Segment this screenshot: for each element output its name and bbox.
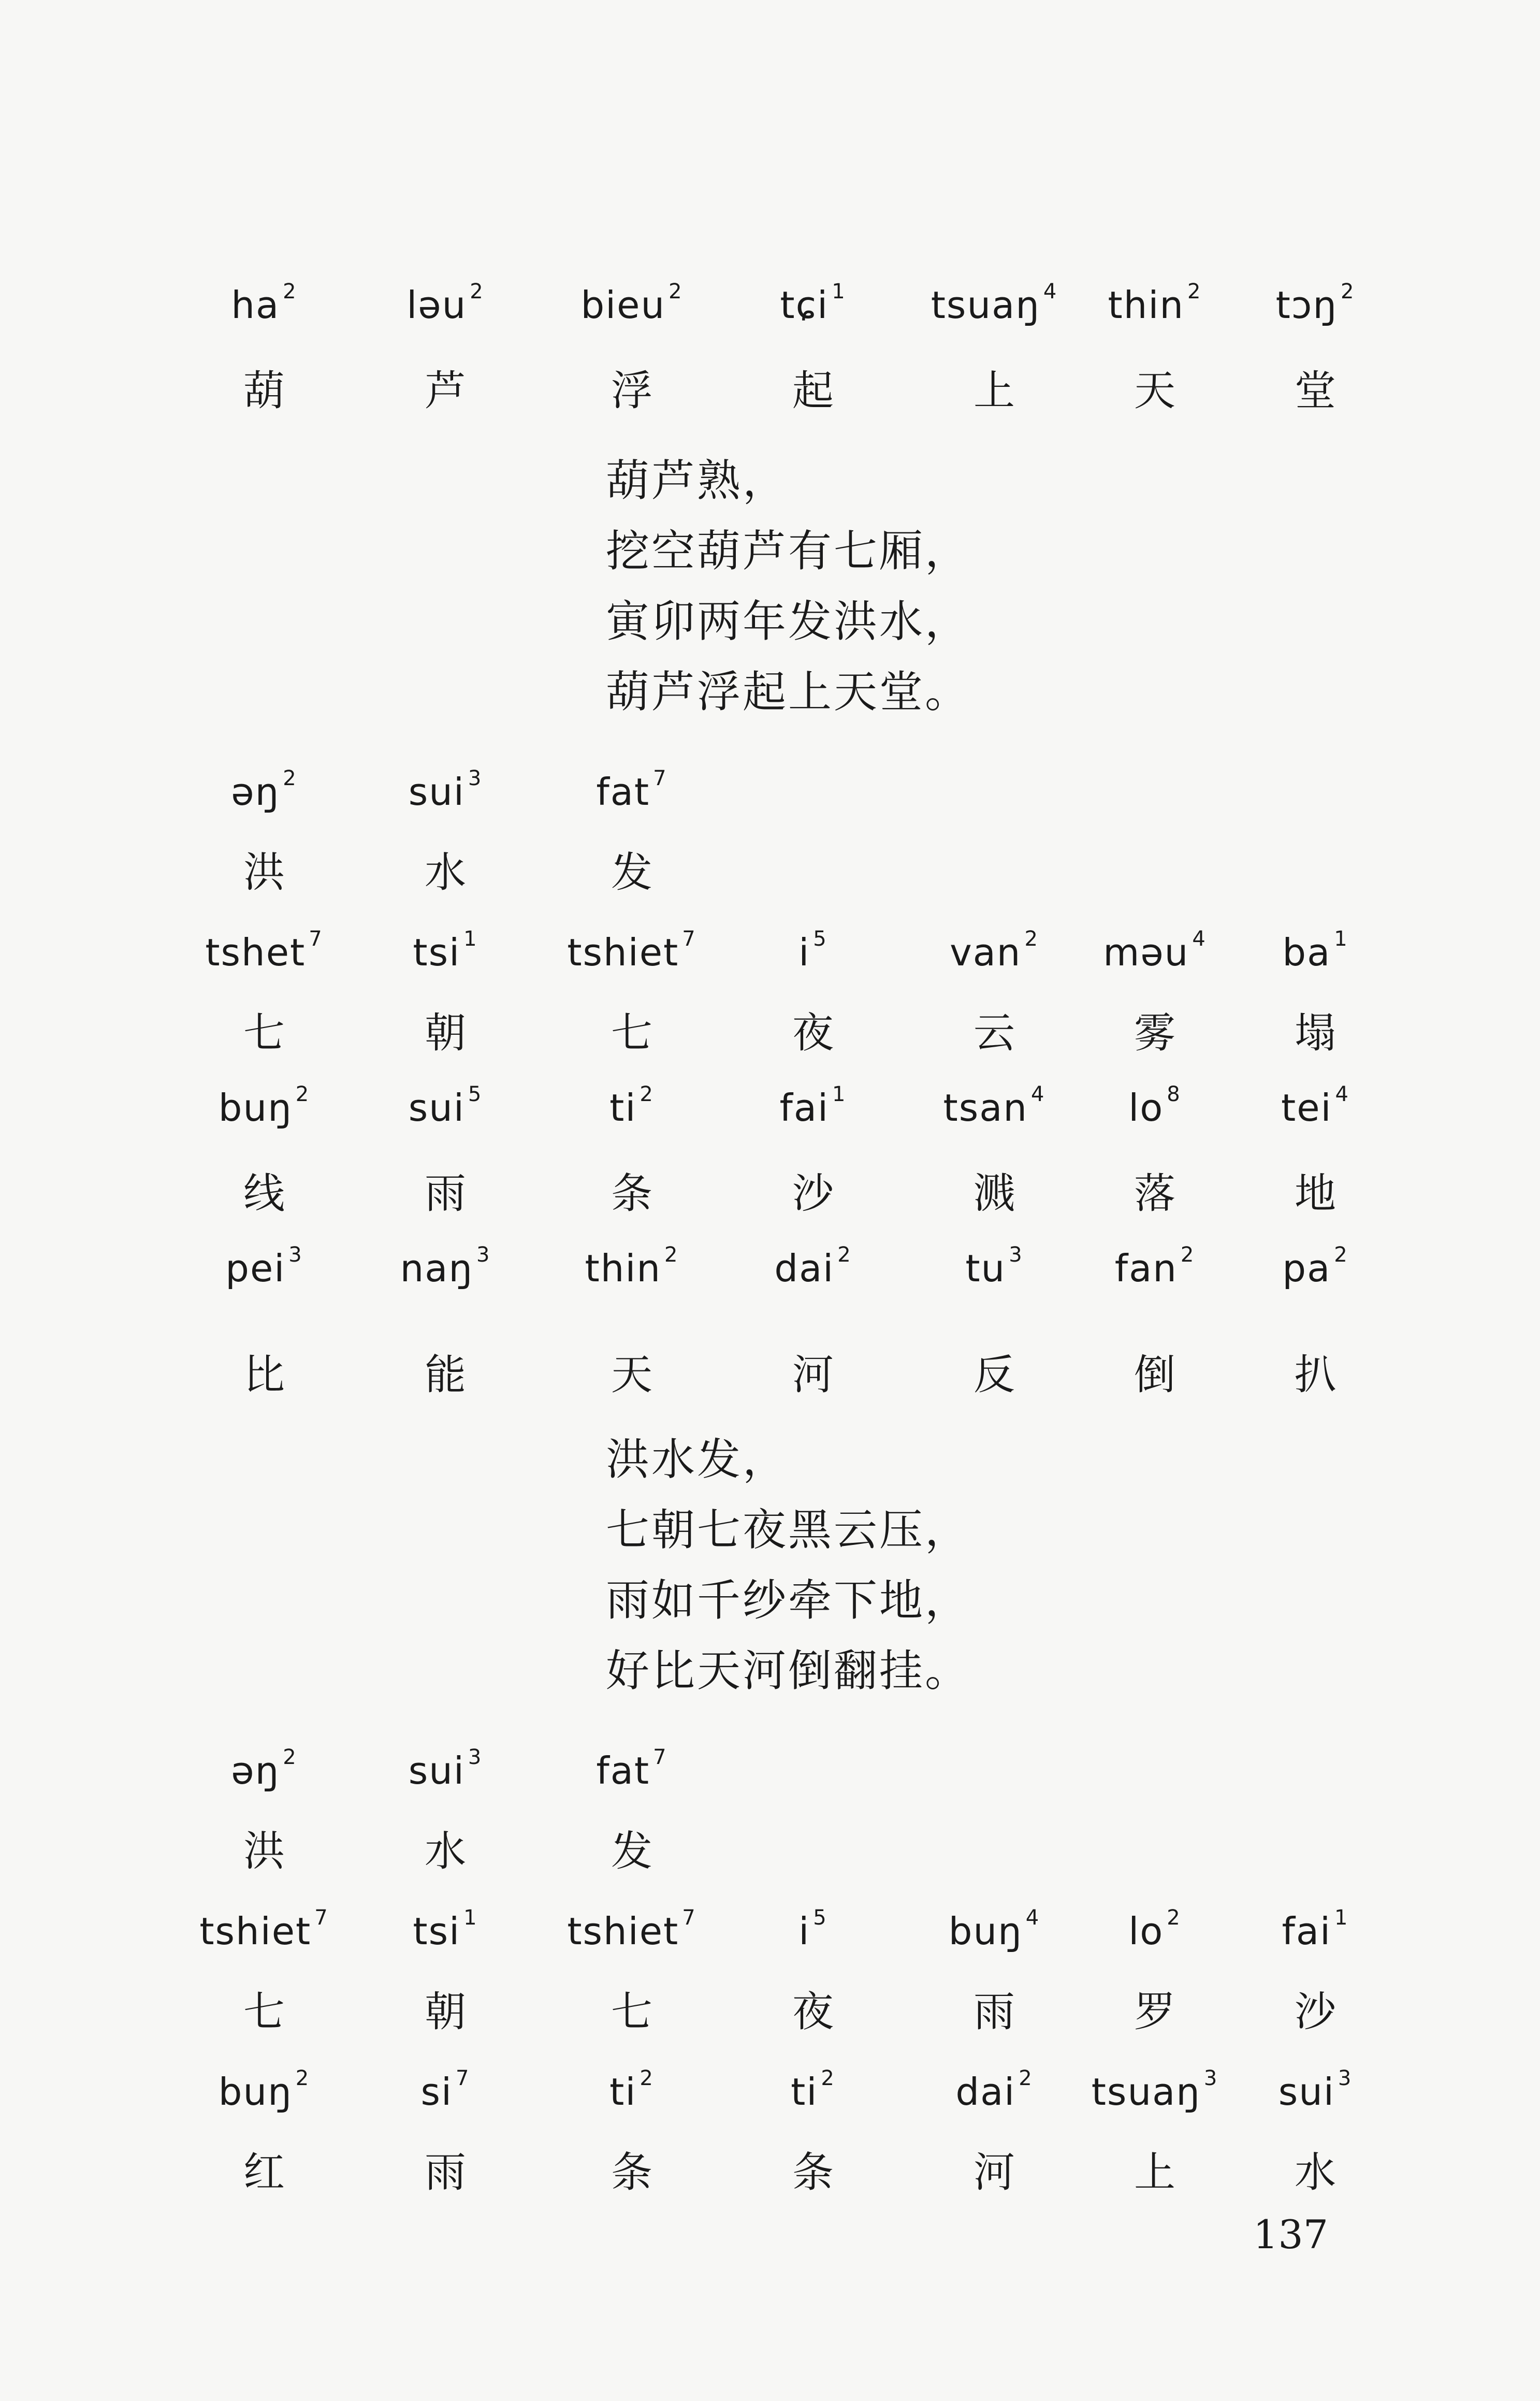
syllable-text: lo xyxy=(1128,1086,1164,1130)
syllable-text: tsi xyxy=(413,931,461,974)
romanized-syllable xyxy=(1227,1082,1403,1130)
romanized-syllable xyxy=(1067,1906,1243,1953)
gloss-character: 河 xyxy=(792,1351,834,1399)
gloss-character: 水 xyxy=(1295,2148,1336,2196)
syllable-text: buŋ xyxy=(218,1086,293,1130)
syllable-text: dai xyxy=(955,2070,1016,2114)
romanized-syllable xyxy=(176,1082,352,1130)
tone-number: 2 xyxy=(283,766,297,790)
gloss-character: 条 xyxy=(611,2148,652,2196)
syllable-text: fai xyxy=(1282,1910,1332,1953)
syllable-text: fat xyxy=(596,770,650,814)
gloss-character: 天 xyxy=(1134,367,1175,415)
gloss-character: 洪 xyxy=(243,848,285,896)
syllable-text: tshet xyxy=(205,931,306,974)
character-gloss-row xyxy=(0,1818,1540,1875)
romanized-syllable xyxy=(906,1906,1082,1953)
romanized-syllable xyxy=(544,766,720,814)
gloss-character: 水 xyxy=(425,1827,466,1875)
tone-number: 3 xyxy=(468,1745,483,1769)
gloss-character: 上 xyxy=(1134,2148,1175,2196)
gloss-character: 雨 xyxy=(974,1988,1015,2036)
tone-number: 4 xyxy=(1025,1906,1040,1930)
gloss-character: 起 xyxy=(792,367,834,415)
tone-number: 8 xyxy=(1167,1082,1181,1106)
gloss-character: 线 xyxy=(243,1169,285,1218)
tone-number: 2 xyxy=(1334,1243,1348,1267)
gloss-character: 发 xyxy=(611,1827,652,1875)
tone-number: 7 xyxy=(309,927,323,951)
tone-number: 2 xyxy=(640,2066,654,2090)
romanization-row xyxy=(0,1243,1540,1290)
gloss-character: 沙 xyxy=(792,1169,834,1218)
romanized-syllable xyxy=(357,2066,533,2114)
syllable-text: sui xyxy=(408,1086,465,1130)
gloss-character: 沙 xyxy=(1295,1988,1336,2036)
tone-number: 2 xyxy=(295,2066,310,2090)
romanized-syllable xyxy=(544,2066,720,2114)
romanized-syllable xyxy=(1067,1243,1243,1290)
gloss-character: 反 xyxy=(974,1351,1015,1399)
gloss-character: 堂 xyxy=(1295,367,1336,415)
romanized-syllable xyxy=(544,1906,720,1953)
romanized-syllable xyxy=(906,280,1082,327)
tone-number: 2 xyxy=(640,1082,654,1106)
tone-number: 4 xyxy=(1335,1082,1349,1106)
syllable-text: lo xyxy=(1128,1910,1164,1953)
romanized-syllable xyxy=(176,927,352,974)
tone-number: 4 xyxy=(1192,927,1207,951)
tone-number: 7 xyxy=(314,1906,329,1930)
romanized-syllable xyxy=(906,1243,1082,1290)
gloss-character: 溅 xyxy=(974,1169,1015,1218)
character-gloss-row xyxy=(0,1160,1540,1218)
gloss-character: 雨 xyxy=(425,2148,466,2196)
syllable-text: thin xyxy=(1108,283,1185,327)
tone-number: 2 xyxy=(669,280,683,303)
romanized-syllable xyxy=(357,1906,533,1953)
gloss-character: 发 xyxy=(611,848,652,896)
tone-number: 1 xyxy=(463,927,478,951)
romanized-syllable xyxy=(357,1082,533,1130)
tone-number: 7 xyxy=(653,766,667,790)
tone-number: 2 xyxy=(1187,280,1202,303)
romanized-syllable xyxy=(725,1906,901,1953)
tone-number: 7 xyxy=(682,1906,696,1930)
tone-number: 1 xyxy=(832,1082,847,1106)
tone-number: 3 xyxy=(1203,2066,1218,2090)
gloss-character: 洪 xyxy=(243,1827,285,1875)
syllable-text: məu xyxy=(1103,931,1189,974)
gloss-character: 七 xyxy=(611,1009,652,1057)
romanized-syllable xyxy=(1227,927,1403,974)
tone-number: 2 xyxy=(1167,1906,1181,1930)
syllable-text: buŋ xyxy=(948,1910,1023,1953)
poem-line: 葫芦浮起上天堂。 xyxy=(606,667,971,717)
syllable-text: tsuaŋ xyxy=(1091,2070,1201,2114)
tone-number: 5 xyxy=(813,1906,827,1930)
romanization-row xyxy=(0,766,1540,813)
gloss-character: 塌 xyxy=(1295,1009,1336,1057)
tone-number: 2 xyxy=(283,1745,297,1769)
poem-line: 雨如千纱牵下地， xyxy=(606,1575,971,1626)
syllable-text: tsuaŋ xyxy=(931,283,1040,327)
gloss-character: 雨 xyxy=(425,1169,466,1218)
tone-number: 2 xyxy=(283,280,297,303)
romanized-syllable xyxy=(1067,2066,1243,2114)
romanization-row xyxy=(0,927,1540,974)
romanized-syllable xyxy=(1227,1906,1403,1953)
tone-number: 2 xyxy=(1340,280,1355,303)
gloss-character: 倒 xyxy=(1134,1351,1175,1399)
syllable-text: tɕi xyxy=(780,283,829,327)
romanization-row xyxy=(0,2066,1540,2113)
romanization-row xyxy=(0,1745,1540,1792)
syllable-text: sui xyxy=(1278,2070,1335,2114)
poem-stanza xyxy=(606,1424,1331,1706)
romanized-syllable xyxy=(357,280,533,327)
poem-line: 好比天河倒翻挂。 xyxy=(606,1645,971,1696)
romanized-syllable xyxy=(176,1906,352,1953)
romanized-syllable xyxy=(725,927,901,974)
tone-number: 7 xyxy=(653,1745,667,1769)
romanized-syllable xyxy=(906,927,1082,974)
gloss-character: 落 xyxy=(1134,1169,1175,1218)
romanized-syllable xyxy=(176,1243,352,1290)
romanized-syllable xyxy=(544,280,720,327)
syllable-text: tsi xyxy=(413,1910,461,1953)
tone-number: 2 xyxy=(821,2066,835,2090)
romanized-syllable xyxy=(906,2066,1082,2114)
tone-number: 3 xyxy=(468,766,483,790)
gloss-character: 罗 xyxy=(1134,1988,1175,2036)
poem-line: 挖空葫芦有七厢， xyxy=(606,526,971,576)
syllable-text: fan xyxy=(1114,1247,1178,1290)
syllable-text: fat xyxy=(596,1749,650,1792)
romanized-syllable xyxy=(1227,280,1403,327)
syllable-text: i xyxy=(798,1910,810,1953)
syllable-text: tu xyxy=(965,1247,1006,1290)
romanized-syllable xyxy=(544,927,720,974)
tone-number: 5 xyxy=(468,1082,483,1106)
tone-number: 3 xyxy=(476,1243,491,1267)
romanized-syllable xyxy=(176,280,352,327)
poem-line: 七朝七夜黑云压， xyxy=(606,1505,971,1555)
tone-number: 5 xyxy=(813,927,827,951)
tone-number: 1 xyxy=(463,1906,478,1930)
syllable-text: tei xyxy=(1281,1086,1332,1130)
gloss-character: 红 xyxy=(243,2148,285,2196)
syllable-text: sui xyxy=(408,1749,465,1792)
gloss-character: 比 xyxy=(243,1351,285,1399)
syllable-text: tshiet xyxy=(567,931,679,974)
gloss-character: 上 xyxy=(974,367,1015,415)
tone-number: 2 xyxy=(837,1243,852,1267)
character-gloss-row xyxy=(0,1000,1540,1057)
page-number: 137 xyxy=(1253,2211,1329,2258)
tone-number: 1 xyxy=(1334,927,1348,951)
syllable-text: tshiet xyxy=(567,1910,679,1953)
gloss-character: 天 xyxy=(611,1351,652,1399)
character-gloss-row xyxy=(0,2139,1540,2196)
tone-number: 4 xyxy=(1031,1082,1045,1106)
romanized-syllable xyxy=(176,766,352,814)
romanized-syllable xyxy=(1067,280,1243,327)
gloss-character: 朝 xyxy=(425,1009,466,1057)
tone-number: 2 xyxy=(664,1243,679,1267)
romanized-syllable xyxy=(1067,927,1243,974)
syllable-text: ləu xyxy=(406,283,467,327)
syllable-text: əŋ xyxy=(231,770,280,814)
romanized-syllable xyxy=(1067,1082,1243,1130)
romanized-syllable xyxy=(357,927,533,974)
syllable-text: ti xyxy=(609,2070,637,2114)
gloss-character: 葫 xyxy=(243,367,285,415)
gloss-character: 朝 xyxy=(425,1988,466,2036)
gloss-character: 夜 xyxy=(792,1988,834,2036)
syllable-text: thin xyxy=(585,1247,662,1290)
romanized-syllable xyxy=(906,1082,1082,1130)
gloss-character: 夜 xyxy=(792,1009,834,1057)
romanized-syllable xyxy=(357,1243,533,1290)
syllable-text: pei xyxy=(225,1247,286,1290)
tone-number: 1 xyxy=(1334,1906,1349,1930)
tone-number: 3 xyxy=(288,1243,303,1267)
gloss-character: 云 xyxy=(974,1009,1015,1057)
poem-line: 葫芦熟， xyxy=(606,455,789,506)
gloss-character: 水 xyxy=(425,848,466,896)
gloss-character: 河 xyxy=(974,2148,1015,2196)
gloss-character: 雾 xyxy=(1134,1009,1175,1057)
romanized-syllable xyxy=(176,1745,352,1792)
character-gloss-row xyxy=(0,1978,1540,2036)
syllable-text: sui xyxy=(408,770,465,814)
tone-number: 7 xyxy=(682,927,696,951)
gloss-character: 芦 xyxy=(425,367,466,415)
gloss-character: 浮 xyxy=(611,367,652,415)
romanized-syllable xyxy=(544,1243,720,1290)
syllable-text: tsan xyxy=(943,1086,1028,1130)
syllable-text: ti xyxy=(609,1086,637,1130)
romanized-syllable xyxy=(725,280,901,327)
romanized-syllable xyxy=(1227,2066,1403,2114)
poem-line: 洪水发， xyxy=(606,1434,789,1485)
romanized-syllable xyxy=(1227,1243,1403,1290)
character-gloss-row xyxy=(0,357,1540,415)
gloss-character: 七 xyxy=(243,1009,285,1057)
gloss-character: 地 xyxy=(1295,1169,1336,1218)
character-gloss-row xyxy=(0,1341,1540,1399)
romanized-syllable xyxy=(725,2066,901,2114)
syllable-text: si xyxy=(420,2070,453,2114)
gloss-character: 七 xyxy=(243,1988,285,2036)
romanized-syllable xyxy=(176,2066,352,2114)
romanized-syllable xyxy=(725,1082,901,1130)
syllable-text: pa xyxy=(1282,1247,1331,1290)
romanized-syllable xyxy=(544,1082,720,1130)
romanized-syllable xyxy=(725,1243,901,1290)
tone-number: 4 xyxy=(1043,280,1058,303)
gloss-character: 七 xyxy=(611,1988,652,2036)
gloss-character: 条 xyxy=(611,1169,652,1218)
syllable-text: tɔŋ xyxy=(1275,283,1338,327)
gloss-character: 条 xyxy=(792,2148,834,2196)
syllable-text: van xyxy=(950,931,1022,974)
syllable-text: buŋ xyxy=(218,2070,293,2114)
romanization-row xyxy=(0,1906,1540,1952)
tone-number: 2 xyxy=(295,1082,310,1106)
syllable-text: əŋ xyxy=(231,1749,280,1792)
tone-number: 2 xyxy=(1180,1243,1195,1267)
syllable-text: dai xyxy=(774,1247,835,1290)
syllable-text: fai xyxy=(779,1086,830,1130)
tone-number: 3 xyxy=(1009,1243,1023,1267)
gloss-character: 能 xyxy=(425,1351,466,1399)
syllable-text: naŋ xyxy=(400,1247,473,1290)
syllable-text: ba xyxy=(1282,931,1331,974)
tone-number: 1 xyxy=(832,280,846,303)
tone-number: 2 xyxy=(470,280,484,303)
tone-number: 7 xyxy=(456,2066,470,2090)
syllable-text: ha xyxy=(231,283,280,327)
romanization-row xyxy=(0,280,1540,326)
romanized-syllable xyxy=(357,1745,533,1792)
syllable-text: i xyxy=(798,931,810,974)
syllable-text: ti xyxy=(791,2070,818,2114)
syllable-text: bieu xyxy=(580,283,666,327)
character-gloss-row xyxy=(0,839,1540,896)
syllable-text: tshiet xyxy=(199,1910,312,1953)
poem-stanza xyxy=(606,445,1331,727)
romanized-syllable xyxy=(357,766,533,814)
tone-number: 2 xyxy=(1024,927,1039,951)
poem-line: 寅卯两年发洪水， xyxy=(606,596,971,647)
tone-number: 2 xyxy=(1019,2066,1033,2090)
romanized-syllable xyxy=(544,1745,720,1792)
romanization-row xyxy=(0,1082,1540,1129)
gloss-character: 扒 xyxy=(1295,1351,1336,1399)
tone-number: 3 xyxy=(1338,2066,1353,2090)
